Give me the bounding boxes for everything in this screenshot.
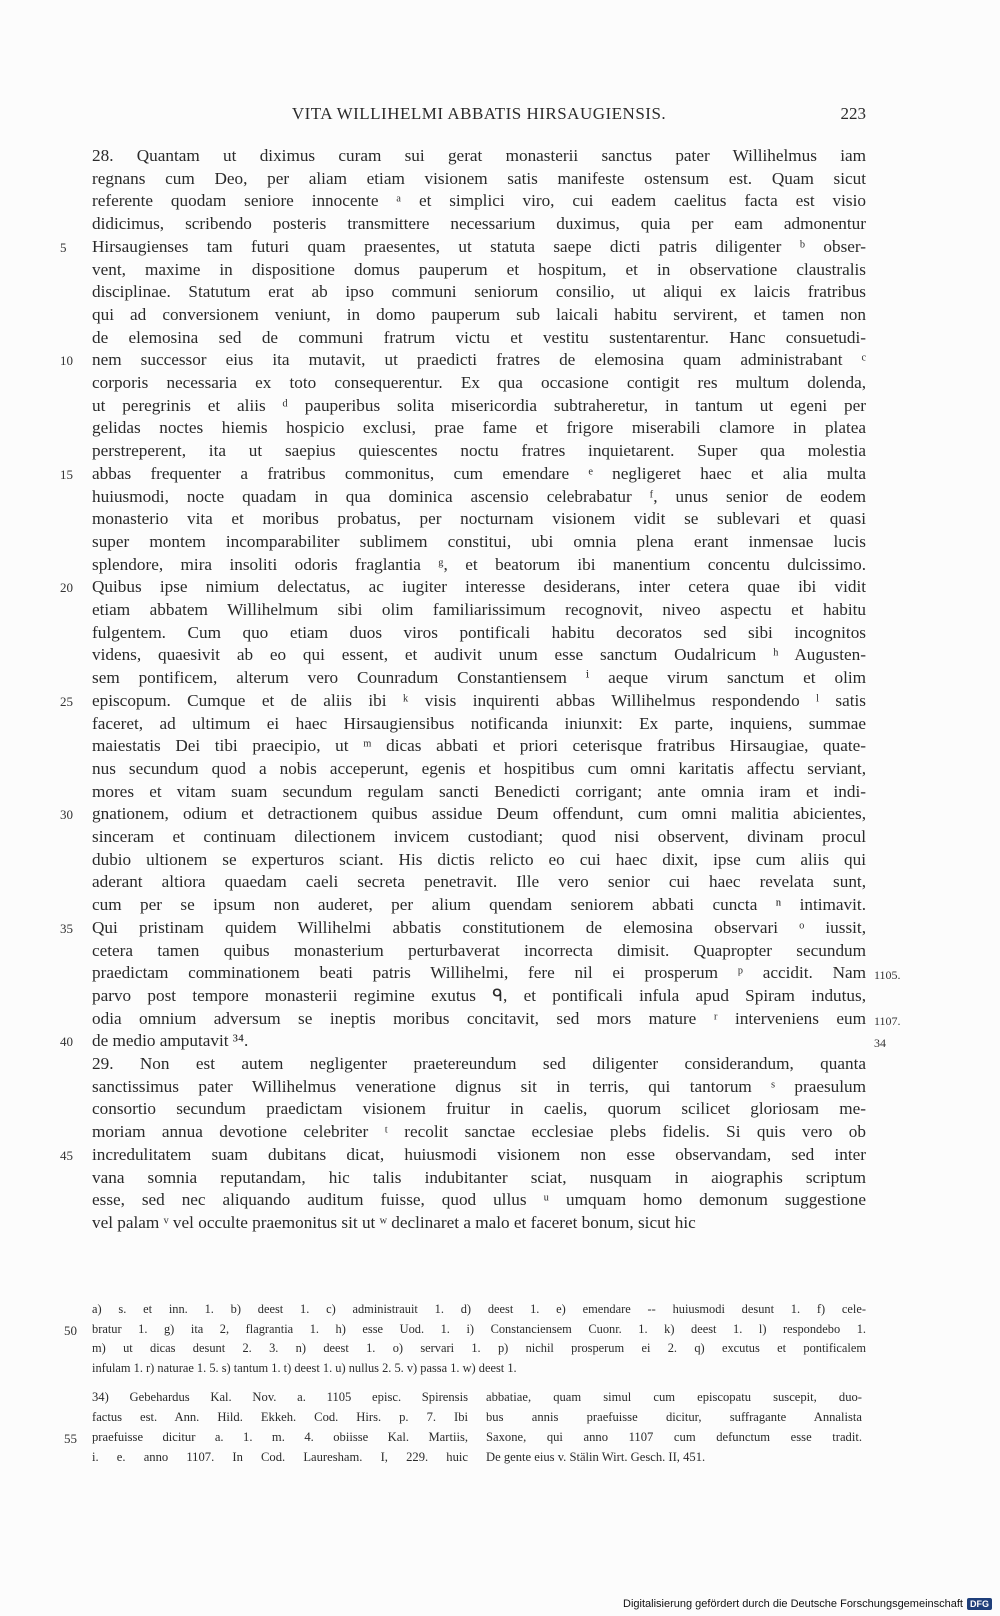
- text-line: sanctissimus pater Willihelmus veneratione dignus sit in terris, qui tantorum ˢ praesulum: [92, 1076, 866, 1096]
- text-line: dubio ultionem se experturos sciant. His dictis relicto eo cui haec dixit, ipse cum aliis qui: [92, 849, 866, 869]
- text-line: Quibus ipse nimium delectatus, ac iugiter interesse desiderans, inter cetera quae ibi vidit: [92, 577, 866, 597]
- text-line: perstreperent, ita ut saepius quiescentes noctu fratres inquietarent. Super qua molestia: [92, 441, 866, 461]
- text-line: 28. Quantam ut diximus curam sui gerat monasterii sanctus pater Willihelmus iam: [92, 146, 866, 165]
- margin-note: 1107.: [874, 1013, 901, 1028]
- text-line: huiusmodi, nocte quadam in qua dominica ascensio celebrabatur ᶠ, unus senior de eodem: [92, 486, 866, 506]
- running-title: VITA WILLIHELMI ABBATIS HIRSAUGIENSIS.: [291, 104, 667, 123]
- footnote-line: factus est. Ann. Hild. Ekkeh. Cod. Hirs. p. 7. Ibi: [92, 1410, 468, 1424]
- line-number: 30: [60, 807, 73, 823]
- line-number: 20: [60, 580, 73, 596]
- footnote-line: praefuisse dicitur a. 1. m. 4. obiisse Kal. Martiis,: [92, 1430, 468, 1444]
- text-line: de medio amputavit ³⁴.: [92, 1031, 249, 1051]
- line-number: 40: [60, 1034, 73, 1050]
- text-line: vent, maxime in dispositione domus pauperum et hospitum, et in observatione claustralis: [92, 259, 866, 279]
- text-line: referente quodam seniore innocente ᵃ et simplici viro, cui eadem caelitus facta est visio: [92, 191, 866, 211]
- text-line: Qui pristinam quidem Willihelmi abbatis constitutionem de elemosina observari ᵒ iussit,: [92, 917, 866, 937]
- text-line: consortio secundum praedictam visionem fruitur in caelis, quorum scilicet gloriosam me-: [92, 1099, 866, 1119]
- text-line: mores et vitam suam secundum regulam sancti Benedicti corrigant; ante omnia iram et indi-: [92, 781, 866, 801]
- text-line: de elemosina sed de communi fratrum victu et vestitu sustentarentur. Hanc consuetudi-: [92, 327, 866, 347]
- text-line: fulgentem. Cum quo etiam duos viros pontificali habitu decoratos sed sibi incognitos: [92, 622, 866, 642]
- line-number: 50: [64, 1322, 77, 1338]
- dfg-credit-text: Digitalisierung gefördert durch die Deutsche Forschungsgemeinschaft: [623, 1598, 963, 1610]
- text-line: maiestatis Dei tibi praecipio, ut ᵐ dicas abbati et priori ceterisque fratribus Hirsaugiae, quate-: [92, 736, 866, 756]
- text-line: sinceram et continuam dilectionem invicem custodiant; quod nisi observent, divinam procul: [92, 827, 866, 846]
- text-line: nus secundum quod a nobis acceperunt, egenis et hospitibus cum omni karitatis affectu serviant,: [92, 758, 866, 778]
- text-line: nem successor eius ita mutavit, ut praedicti fratres de elemosina quam administrabant ᶜ: [92, 350, 866, 370]
- footnote-line: bus annis praefuisse dicitur, suffragante Annalista: [486, 1410, 862, 1424]
- text-line: parvo post tempore monasterii regimine exutus ᑫ, et pontificali infula apud Spiram indutus,: [92, 985, 866, 1005]
- text-line: praedictam comminationem beati patris Willihelmi, fere nil ei prosperum ᵖ accidit. Nam: [92, 963, 866, 983]
- text-line: 29. Non est autem negligenter praetereundum sed diligenter considerandum, quanta: [92, 1054, 866, 1073]
- margin-note: 1105.: [874, 968, 901, 983]
- footnote-line: infulam 1. r) naturae 1. 5. s) tantum 1. t) deest 1. u) nullus 2. 5. v) passa 1. w) deest 1.: [92, 1360, 517, 1375]
- text-line: etiam abbatem Willihelmum sibi olim familiarissimum recognovit, niveo aspectu et habitu: [92, 600, 866, 619]
- text-line: gnationem, odium et detractionem quibus assidue Deum offendunt, cum omni malitia abicientes,: [92, 804, 866, 824]
- text-line: esse, sed nec aliquando auditum fuisse, quod ullus ᵘ umquam homo demonum suggestione: [92, 1190, 866, 1210]
- dfg-logo: DFG: [967, 1598, 992, 1610]
- text-line: abbas frequenter a fratribus commonitus, cum emendare ᵉ negligeret haec et alia multa: [92, 463, 866, 483]
- line-number: 25: [60, 693, 73, 709]
- footnote-line: Saxone, qui anno 1107 cum defunctum esse tradit.: [486, 1430, 862, 1444]
- text-line: odia omnium adversum se ineptis moribus concitavit, sed mors mature ʳ interveniens eum: [92, 1008, 866, 1028]
- footnote-line: a) s. et inn. 1. b) deest 1. c) administrauit 1. d) deest 1. e) emendare -- huiusmodi desunt 1. f) cele-: [92, 1302, 866, 1316]
- text-line: gelidas noctes hiemis hospicio exclusi, prae fame et frigore miserabili clamore in platea: [92, 418, 866, 438]
- text-line: qui ad conversionem veniunt, in domo pauperum sub laicali habitu servirent, et tamen non: [92, 304, 866, 324]
- page-number: 223: [840, 104, 866, 123]
- text-line: corporis necessaria ex toto consequerentur. Ex qua occasione contigit res multum dolenda,: [92, 373, 866, 392]
- text-line: episcopum. Cumque et de aliis ibi ᵏ visis inquirenti abbas Willihelmus respondendo ˡ satis: [92, 690, 866, 710]
- line-number: 45: [60, 1147, 73, 1163]
- margin-note: 34: [874, 1036, 886, 1051]
- text-line: monasterio vita et moribus probatus, per nocturnam visionem vidit se sublevari et quasi: [92, 509, 866, 529]
- text-line: aderant altiora quaedam caeli secreta penetravit. Ille vero senior cui haec revelata sunt,: [92, 872, 866, 892]
- footnote-line: 34) Gebehardus Kal. Nov. a. 1105 episc. Spirensis: [92, 1390, 468, 1404]
- text-line: cum per se ipsum non auderet, per alium quendam seniorem abbati cuncta ⁿ intimavit.: [92, 895, 866, 915]
- footnote-line: i. e. anno 1107. In Cod. Lauresham. I, 229. huic: [92, 1450, 468, 1464]
- text-line: cetera tamen quibus monasterium perturbaverat incorrecta dimisit. Quapropter secundum: [92, 940, 866, 960]
- text-line: vel palam ᵛ vel occulte praemonitus sit ut ʷ declinaret a malo et faceret bonum, sicut hic: [92, 1212, 696, 1232]
- text-line: faceret, ad ultimum ei haec Hirsaugiensibus notificanda iniunxit: Ex parte, inquiens, summae: [92, 713, 866, 733]
- page-header: [92, 100, 866, 130]
- footnote-line: bratur 1. g) ita 2, flagrantia 1. h) esse Uod. 1. i) Constanciensem Cuonr. 1. k) deest 1. l) respondebo 1.: [92, 1321, 866, 1336]
- text-line: ut peregrinis et aliis ᵈ pauperibus solita misericordia subtraheretur, in tantum ut egeni per: [92, 395, 866, 415]
- line-number: 55: [64, 1431, 77, 1446]
- line-number: 15: [60, 466, 73, 482]
- text-line: moriam annua devotione celebriter ᵗ recolit sanctae ecclesiae plebs fidelis. Si quis vero ob: [92, 1122, 866, 1142]
- text-line: sem pontificem, alterum vero Counradum Constantiensem ⁱ aeque virum sanctum et olim: [92, 668, 866, 688]
- footnote-line: De gente eius v. Stälin Wirt. Gesch. II, 451.: [486, 1450, 706, 1464]
- text-line: regnans cum Deo, per aliam etiam visionem satis manifeste ostensum est. Quam sicut: [92, 168, 866, 188]
- line-number: 10: [60, 353, 73, 369]
- text-line: vana somnia reputandam, hic talis indubitanter sciat, nusquam in aiographis scriptum: [92, 1167, 866, 1187]
- line-number: 5: [60, 239, 67, 255]
- footnote-line: m) ut dicas desunt 2. 3. n) deest 1. o) servari 1. p) nichil prosperum ei 2. q) excutus et pontificalem: [92, 1341, 866, 1355]
- text-line: Hirsaugienses tam futuri quam praesentes, ut statuta saepe dicti patris diligenter ᵇ obser-: [92, 236, 866, 256]
- text-line: super montem incomparabiliter sublimem constitui, ubi omnia plena erant inmensae lucis: [92, 531, 866, 551]
- text-line: disciplinae. Statutum erat ab ipso communi seniorum consilio, ut aliqui ex laicis fratribus: [92, 282, 866, 302]
- text-line: splendore, mira insoliti odoris fraglantia ᵍ, et beatorum ibi manentium concentu dulcissimo.: [92, 554, 866, 574]
- text-line: didicimus, scribendo posteris transmittere necessarium duximus, quia per eam admonentur: [92, 214, 866, 234]
- line-number: 35: [60, 920, 73, 936]
- footer-credit: [623, 1598, 992, 1610]
- text-line: incredulitatem suam dubitans dicat, huiusmodi visionem non esse observandam, sed inter: [92, 1144, 866, 1164]
- text-line: videns, quaesivit ab eo qui essent, et audivit unum esse sanctum Oudalricum ʰ Augusten-: [92, 645, 866, 665]
- footnote-line: abbatiae, quam simul cum episcopatu suscepit, duo-: [486, 1390, 862, 1404]
